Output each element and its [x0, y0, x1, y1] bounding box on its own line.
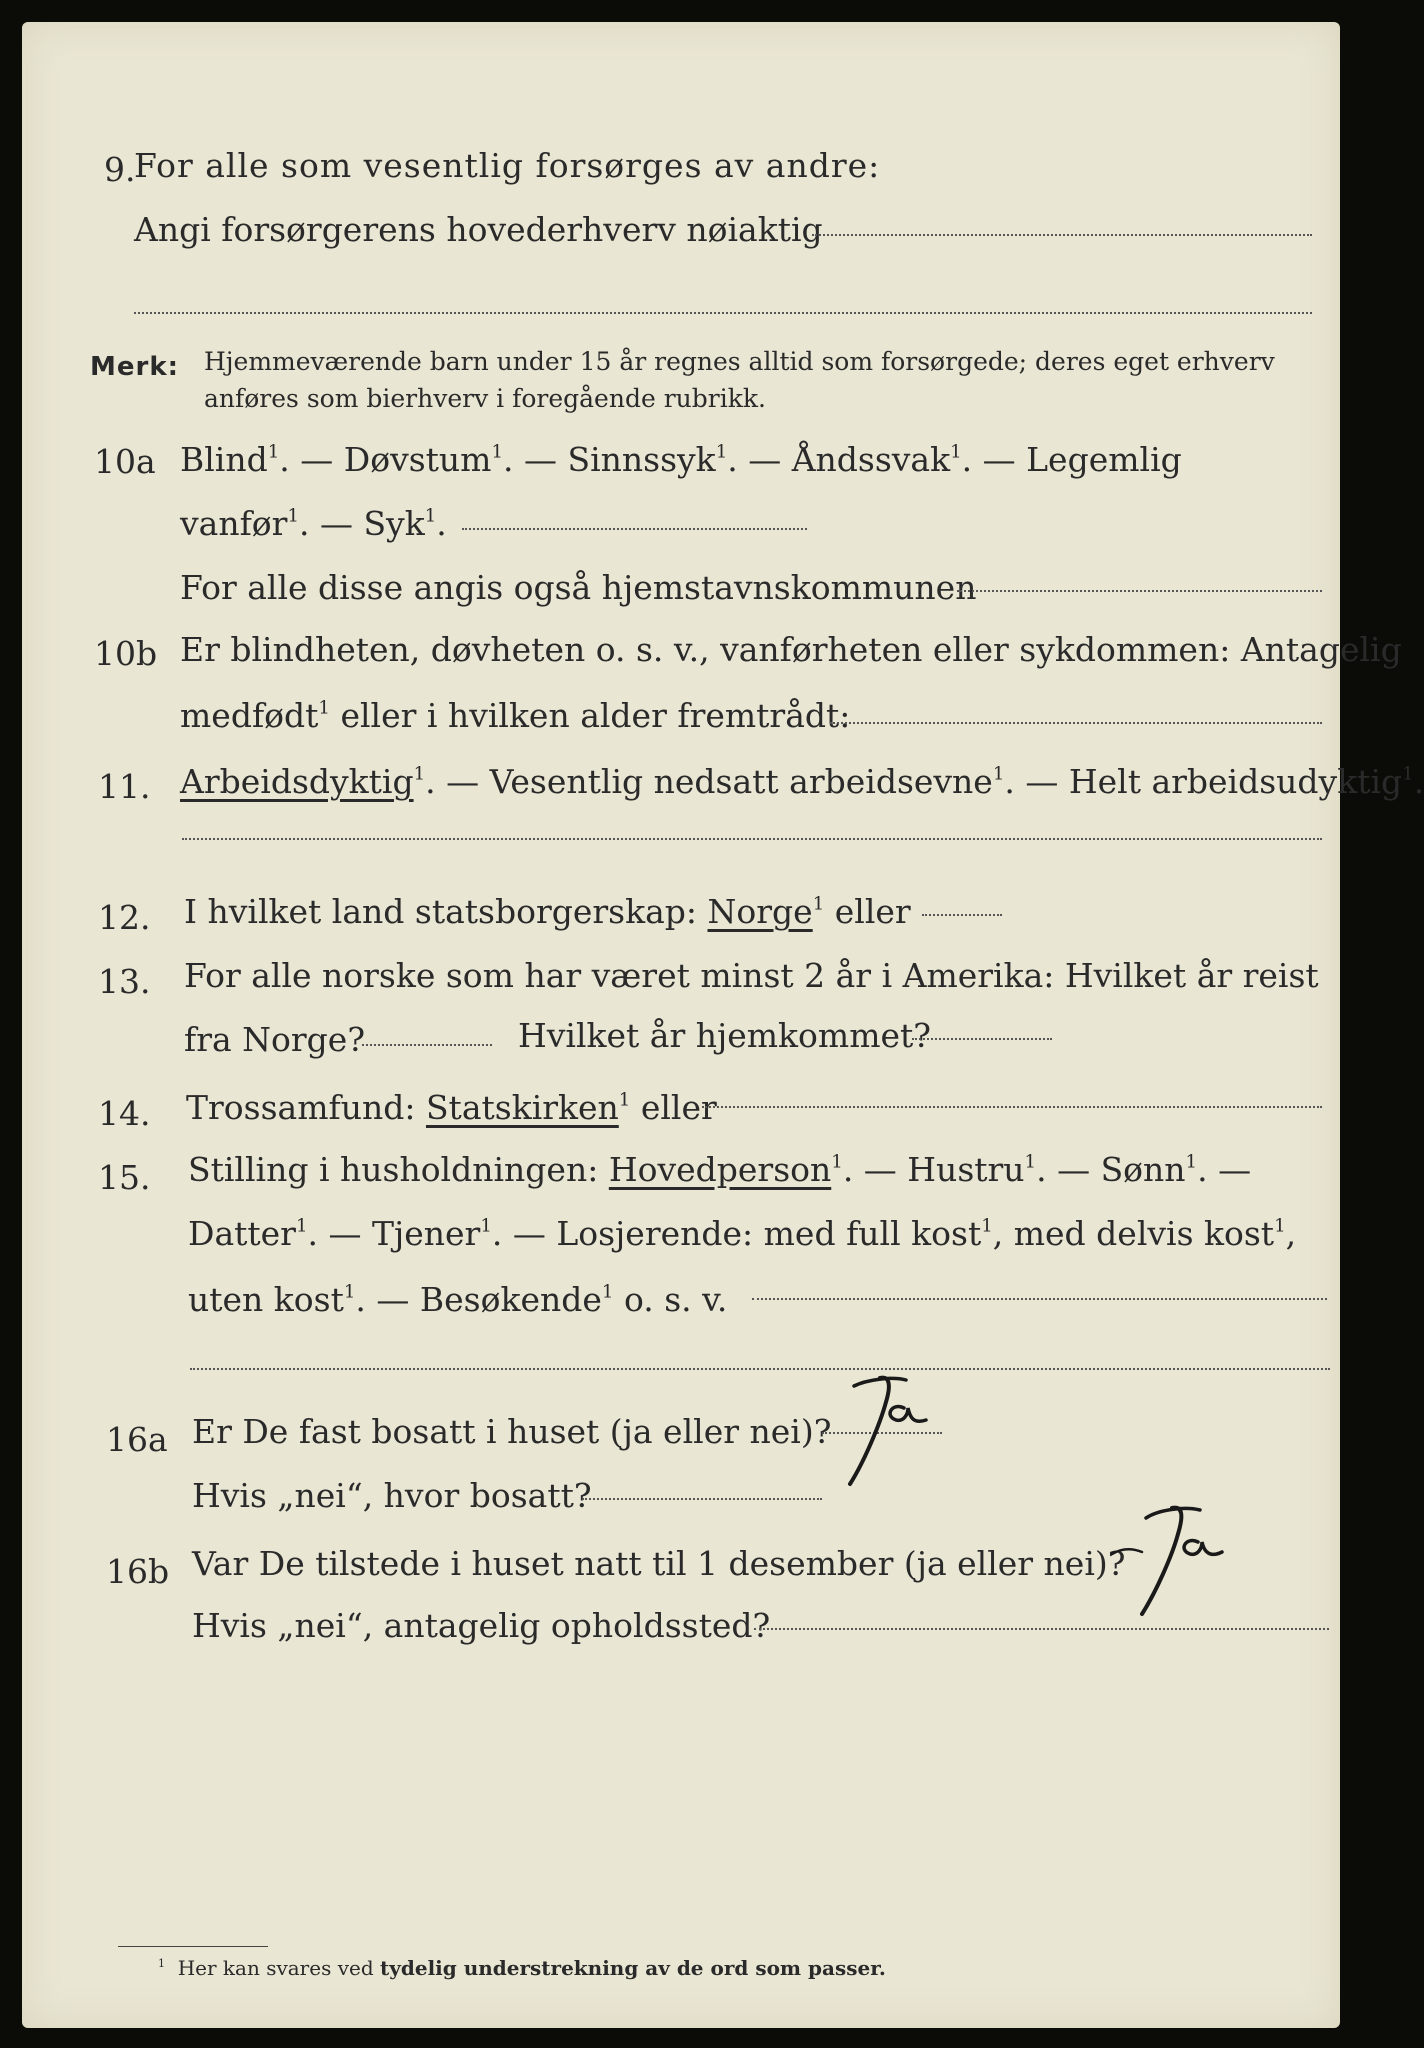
- note-label: Merk:: [90, 352, 180, 382]
- question-text: For alle som vesentlig forsørges av andre:: [134, 146, 881, 185]
- question-number: 16a: [106, 1420, 168, 1459]
- question-text: uten kost$^1$. — Besøkende$^1$ o. s. v.: [188, 1280, 728, 1319]
- selected-answer: Norge: [707, 892, 813, 931]
- answer-line: [830, 722, 1322, 724]
- footnote-rule: [118, 1946, 268, 1947]
- question-text: For alle norske som har været minst 2 år i Amerika: Hvilket år reist: [184, 956, 1319, 995]
- selected-answer: Statskirken: [425, 1088, 619, 1127]
- selected-answer: Hovedperson: [608, 1150, 832, 1189]
- question-number: 14.: [98, 1094, 151, 1133]
- answer-line: [812, 234, 1312, 236]
- handwritten-answer-ja: [822, 1372, 952, 1502]
- census-form-page: [22, 22, 1424, 2028]
- question-number: 10b: [94, 634, 158, 673]
- question-text: Angi forsørgerens hovederhverv nøiaktig: [134, 210, 823, 249]
- question-text: Er De fast bosatt i huset (ja eller nei)?: [192, 1412, 832, 1451]
- answer-line: [957, 590, 1322, 592]
- question-text: Blind$^1$. — Døvstum$^1$. — Sinnssyk$^1$. — Åndssvak$^1$. — Legemlig: [180, 440, 1182, 479]
- question-text: vanfør$^1$. — Syk$^1$.: [180, 504, 447, 543]
- handwritten-answer-ja: [1102, 1502, 1252, 1632]
- question-text: Hvilket år hjemkommet?: [518, 1016, 931, 1055]
- answer-line: [922, 914, 1002, 916]
- note-text: Hjemmeværende barn under 15 år regnes alltid som forsørgede; deres eget erhverv: [204, 347, 1275, 376]
- question-number: 9.: [104, 150, 136, 189]
- answer-line: [702, 1106, 1322, 1108]
- question-text: fra Norge?: [184, 1020, 366, 1059]
- answer-line: [190, 1368, 1330, 1370]
- answer-line: [754, 1628, 1329, 1630]
- question-text: For alle disse angis også hjemstavnskommunen: [180, 568, 977, 607]
- answer-line: [182, 838, 1322, 840]
- question-text: Var De tilstede i huset natt til 1 desember (ja eller nei)?: [192, 1544, 1126, 1583]
- answer-line: [912, 1038, 1052, 1040]
- answer-line: [582, 1498, 822, 1500]
- answer-line: [462, 528, 807, 530]
- question-number: 16b: [106, 1552, 170, 1591]
- footnote: $^1$ Her kan svares ved tydelig understrekning av de ord som passer.: [158, 1956, 886, 1980]
- answer-line: [362, 1044, 492, 1046]
- answer-line: [134, 312, 1312, 314]
- question-text: Datter$^1$. — Tjener$^1$. — Losjerende: med full kost$^1$, med delvis kost$^1$,: [188, 1214, 1297, 1253]
- question-number: 15.: [98, 1158, 151, 1197]
- answer-line: [752, 1298, 1327, 1300]
- question-text: Arbeidsdyktig$^1$. — Vesentlig nedsatt arbeidsevne$^1$. — Helt arbeidsudyktig$^1$.: [180, 762, 1424, 801]
- note-text: anføres som bierhverv i foregående rubrikk.: [204, 384, 766, 413]
- question-number: 10a: [94, 442, 156, 481]
- question-text: I hvilket land statsborgerskap: Norge$^1$ eller: [184, 892, 911, 931]
- question-text: Hvis „nei“, antagelig opholdssted?: [192, 1606, 771, 1645]
- question-text: Hvis „nei“, hvor bosatt?: [192, 1476, 592, 1515]
- question-text: Er blindheten, døvheten o. s. v., vanførheten eller sykdommen: Antagelig: [180, 630, 1402, 669]
- question-text: medfødt$^1$ eller i hvilken alder fremtrådt:: [180, 696, 851, 735]
- question-text: Stilling i husholdningen: Hovedperson$^1$. — Hustru$^1$. — Sønn$^1$. —: [188, 1150, 1252, 1189]
- question-number: 11.: [98, 767, 151, 806]
- question-number: 13.: [98, 962, 151, 1001]
- question-number: 12.: [98, 898, 151, 937]
- question-text: Trossamfund: Statskirken$^1$ eller: [186, 1088, 717, 1127]
- selected-answer: Arbeidsdyktig: [180, 762, 414, 801]
